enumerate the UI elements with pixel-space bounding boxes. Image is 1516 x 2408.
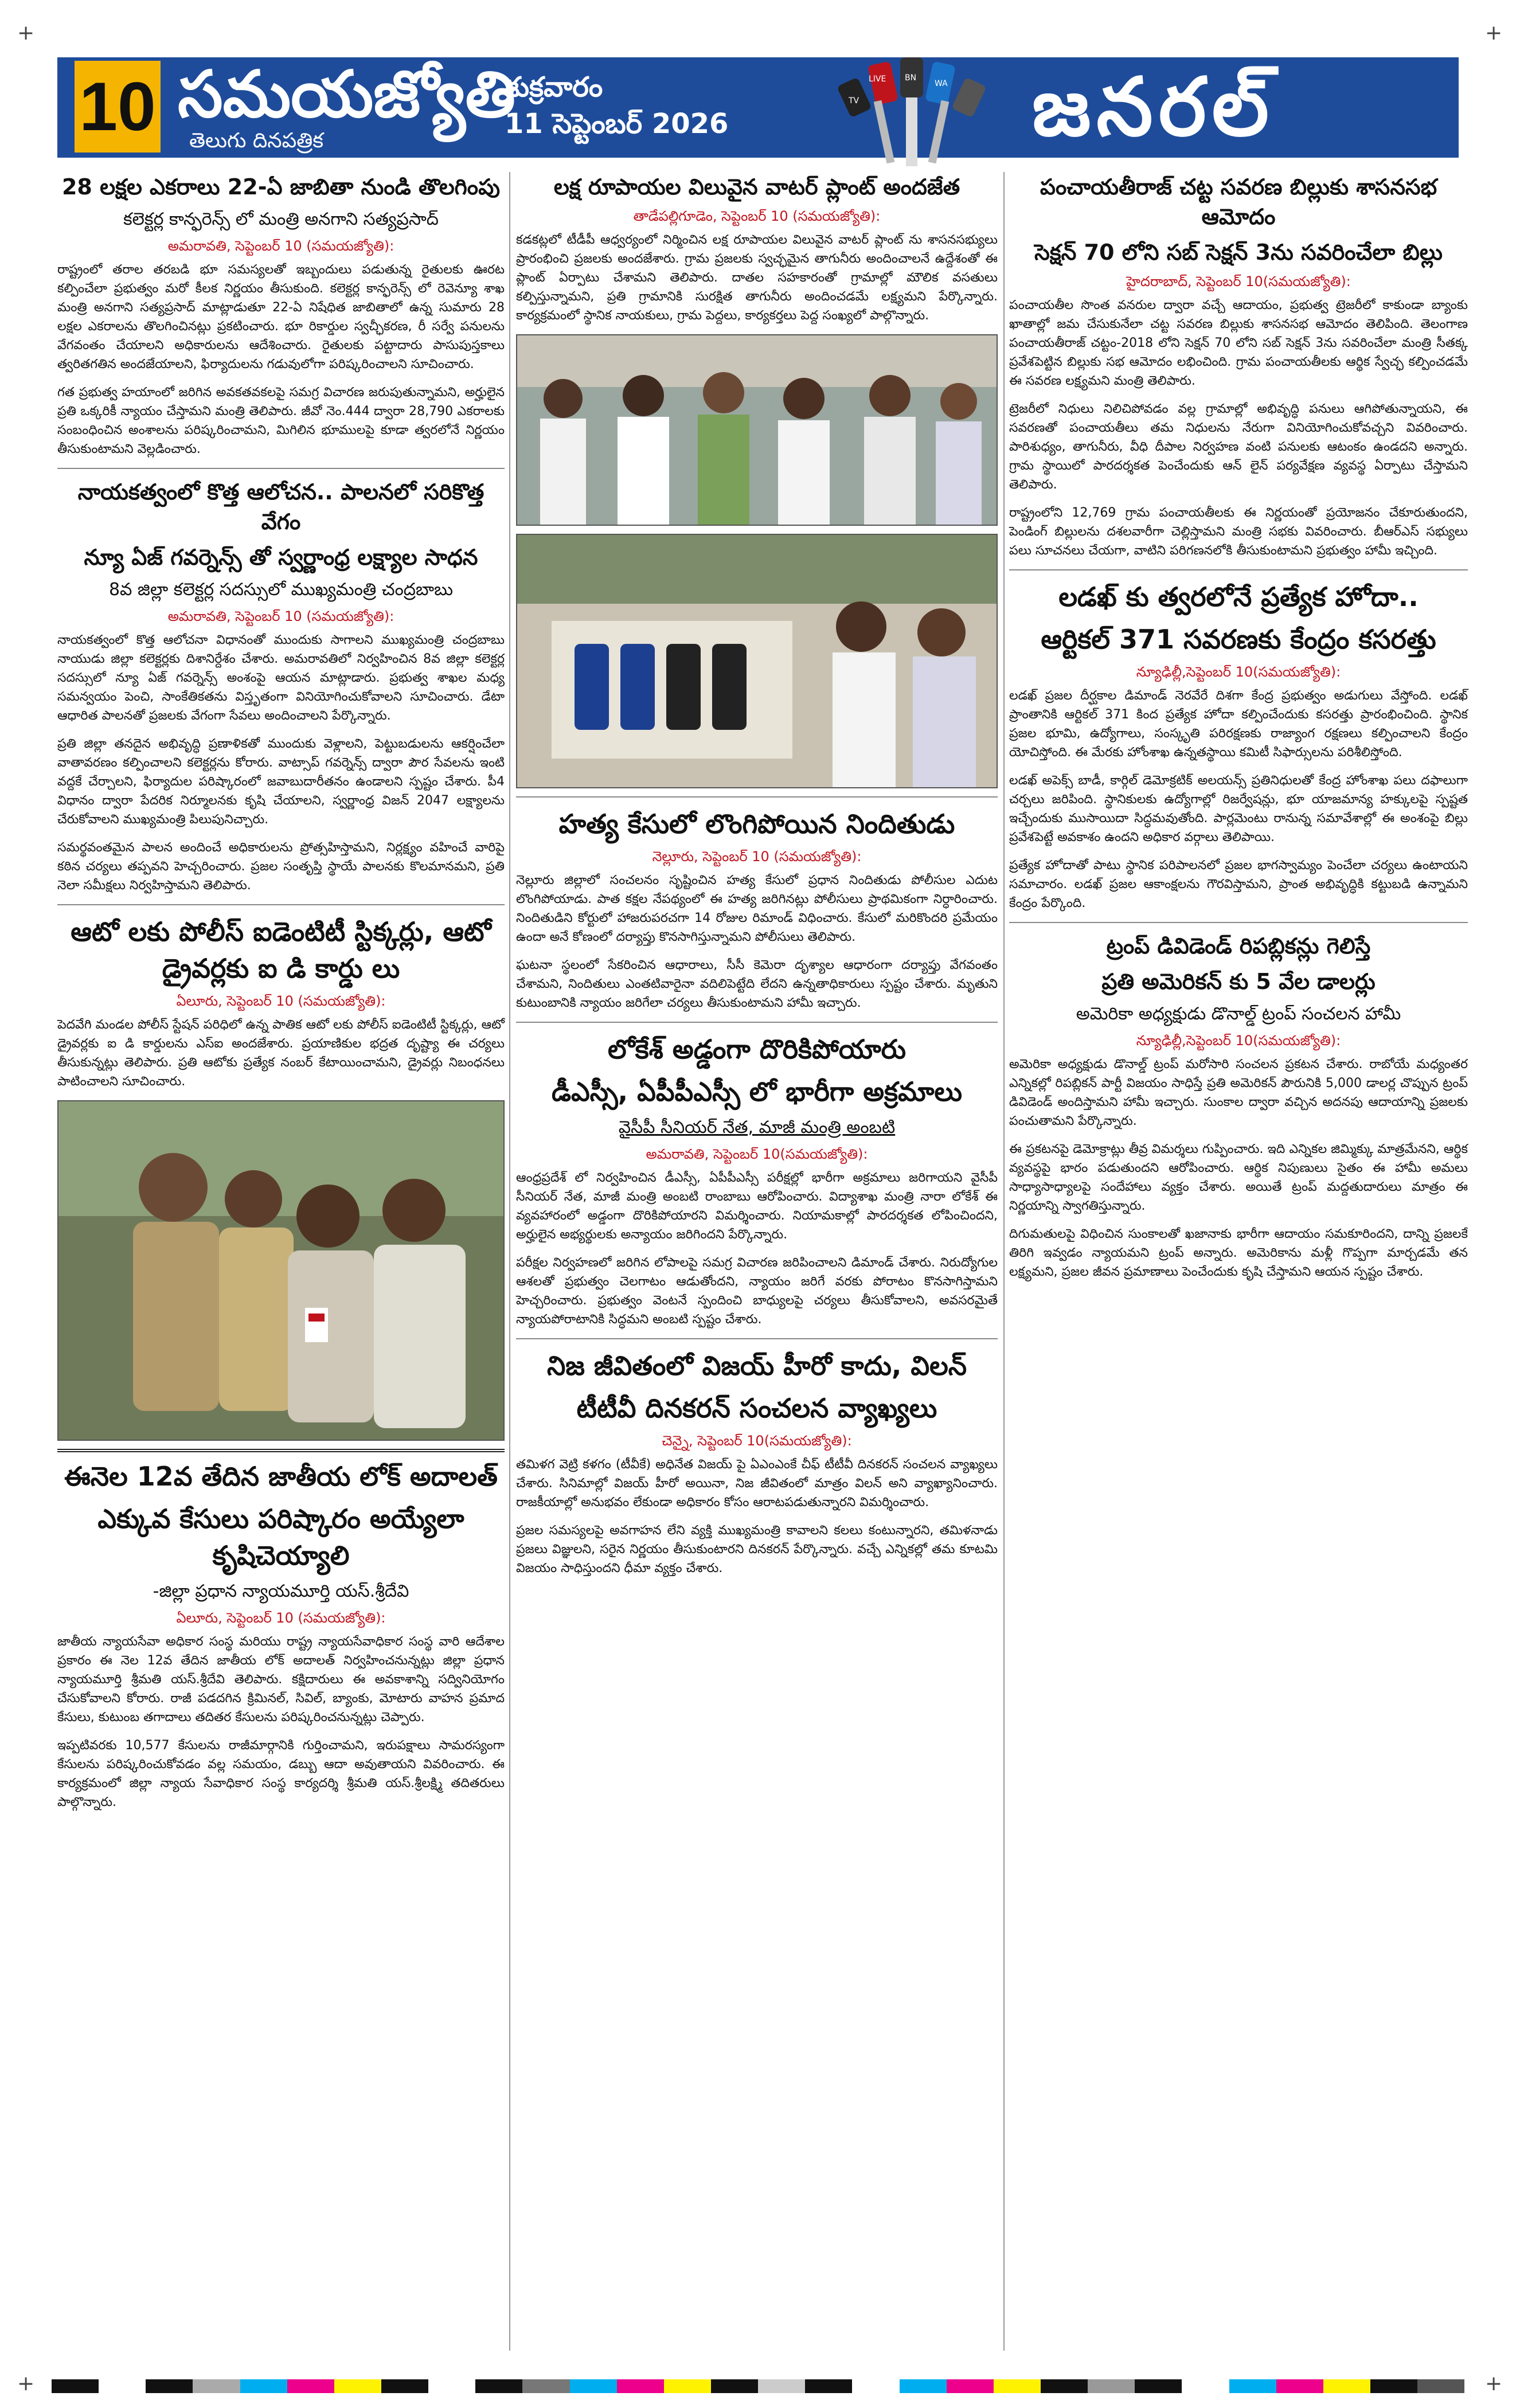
byline: -జిల్లా ప్రధాన న్యాయమూర్తి యస్.శ్రీదేవి [153,1581,409,1601]
photo-illustration [58,1101,503,1440]
column-left [57,172,505,1821]
dateline: నెల్లూరు, సెప్టెంబర్ 10 (సమయజ్యోతి): [652,849,862,865]
dateline: తాడేపల్లిగూడెం, సెప్టెంబర్ 10 (సమయజ్యోతి): [633,208,881,224]
dateline: అమరావతి, సెప్టెంబర్ 10(సమయజ్యోతి): [646,1146,868,1162]
divider [57,468,505,469]
mic-tag: WA [935,79,948,88]
article-paragraph: గత ప్రభుత్వ హయాంలో జరిగిన అవకతవకలపై సమగ్ర విచారణ జరుపుతున్నామని, అర్హులైన ప్రతి ఒక్కరికీ న్యాయం చేస్తామని మంత్రి తెలిపారు. జీవో నెం.444 ద్వారా 28,790 ఎకరాలకు సంబంధించిన అంశాలను పరిష్కరించామని, మిగిలిన భూములపై కూడా త్వరలోనే నిర్ణయం తీసుకుంటామని వెల్లడించారు. [57,385,505,456]
crop-mark-icon: + [1485,21,1503,45]
article-paragraph: నెల్లూరు జిల్లాలో సంచలనం సృష్టించిన హత్య కేసులో ప్రధాన నిందితుడు పోలీసుల ఎదుట లొంగిపోయాడు. పాత కక్షల నేపథ్యంలో ఈ హత్య జరిగినట్లు పోలీసులు ప్రాథమికంగా నిర్ధారించారు. నిందితుడిని కోర్టులో హాజరుపరచగా 14 రోజుల రిమాండ్ విధించారు. కేసులో మరికొందరి ప్రమేయం ఉందా అనే కోణంలో దర్యాప్తు కొనసాగిస్తున్నామని పోలీసులు తెలిపారు. [516,873,998,944]
headline-secondary: టీటీవీ దినకరన్ సంచలన వ్యాఖ్యలు [576,1393,937,1424]
headline-secondary: న్యూ ఏజ్ గవర్నెన్స్ తో స్వర్ణాంధ్ర లక్ష్యాల సాధన [84,545,478,570]
article-land-records [57,172,505,459]
date-block [505,69,728,142]
article-dsc-irregularities [516,1031,998,1329]
headline: పంచాయతీరాజ్ చట్ట సవరణ బిల్లుకు శాసనసభ ఆమోదం [1040,174,1437,229]
issue-day: శుక్రవారం [505,71,603,103]
article-paragraph: పంచాయతీల సొంత వనరుల ద్వారా వచ్చే ఆదాయం, ప్రభుత్వ ట్రెజరీలో కాకుండా బ్యాంకు ఖాతాల్లో జమ చేసుకునేలా చట్ట సవరణ బిల్లుకు శాసనసభ ఆమోదం తెలిపింది. తెలంగాణ పంచాయతీరాజ్ చట్టం-2018 లోని సెక్షన్ 70 లోని సబ్ సెక్షన్ 3ను సవరించేలా మంత్రి సీతక్క ప్రవేశపెట్టిన బిల్లుకు సభ ఆమోదం లభించింది. గ్రామ పంచాయతీలకు ఆర్థిక స్వేచ్ఛ కల్పించడమే ఈ సవరణ లక్ష్యమని మంత్రి తెలిపారు. [1009,298,1468,388]
column-right [1009,172,1468,1291]
article-paragraph: ఇప్పటివరకు 10,577 కేసులను రాజీమార్గానికి గుర్తించామని, ఇరుపక్షాలు సామరస్యంగా కేసులను పరిష్కరించుకోవడం వల్ల సమయం, డబ్బు ఆదా అవుతాయని వివరించారు. ఈ కార్యక్రమంలో జిల్లా న్యాయ సేవాధికార సంస్థ కార్యదర్శి శ్రీమతి యస్.శ్రీలక్ష్మి తదితరులు పాల్గొన్నారు. [57,1738,505,1809]
photo-water-plant-machine [516,534,998,788]
photo-illustration [517,535,997,787]
article-paragraph: ట్రెజరీలో నిధులు నిలిచిపోవడం వల్ల గ్రామాల్లో అభివృద్ధి పనులు ఆగిపోతున్నాయని, ఈ సవరణతో పంచాయతీలు తమ నిధులను నేరుగా వినియోగించుకోవచ్చని వివరించారు. పారిశుధ్యం, తాగునీరు, వీధి దీపాల నిర్వహణ వంటి పనులకు ఆటంకం ఉండదని అన్నారు. గ్రామ స్థాయిలో పారదర్శకత పెంచేందుకు ఆన్ లైన్ పర్యవేక్షణ వ్యవస్థ ఏర్పాటు చేస్తామని తెలిపారు. [1009,402,1468,492]
article-paragraph: లడఖ్ ప్రజల దీర్ఘకాల డిమాండ్ నెరవేరే దిశగా కేంద్ర ప్రభుత్వం అడుగులు వేస్తోంది. లడఖ్ ప్రాంతానికి ఆర్టికల్ 371 కింద ప్రత్యేక హోదా కల్పించేందుకు కసరత్తు ప్రారంభించింది. స్థానిక ప్రజల భూమి, ఉద్యోగాలు, సంస్కృతి పరిరక్షణకు రాజ్యాంగ రక్షణలు కల్పించాలని కేంద్రం యోచిస్తోంది. ఈ మేరకు హోంశాఖ ఉన్నతస్థాయి కమిటీ సిఫార్సులను పరిశీలిస్తోంది. [1009,689,1468,760]
headline: ఈనెల 12వ తేదిన జాతీయ లోక్ అదాలత్ [64,1461,498,1492]
article-murder-case [516,806,998,1013]
dateline: ఏలూరు, సెప్టెంబర్ 10 (సమయజ్యోతి): [176,1610,386,1626]
article-paragraph: జాతీయ న్యాయసేవా అధికార సంస్థ మరియు రాష్ట్ర న్యాయసేవాధికార సంస్థ వారి ఆదేశాల ప్రకారం ఈ నెల 12వ తేదిన జాతీయ లోక్ అదాలత్ నిర్వహించనున్నట్లు జిల్లా ప్రధాన న్యాయమూర్తి శ్రీమతి యస్.శ్రీదేవి తెలిపారు. కక్షిదారులు ఈ అవకాశాన్ని సద్వినియోగం చేసుకోవాలని కోరారు. రాజీ పడదగిన క్రిమినల్, సివిల్, బ్యాంకు, మోటారు వాహన ప్రమాద కేసులు, కుటుంబ తగాదాలు తదితర కేసులను పరిష్కరించనున్నట్లు చెప్పారు. [57,1635,505,1725]
subheadline: అమెరికా అధ్యక్షుడు డొనాల్డ్ ట్రంప్ సంచలన హామీ [1076,1004,1401,1024]
headline: 28 లక్షల ఎకరాలు 22-ఏ జాబితా నుండి తొలగింపు [61,174,501,200]
article-paragraph: ప్రతి జిల్లా తనదైన అభివృద్ధి ప్రణాళికతో ముందుకు వెళ్లాలని, పెట్టుబడులను ఆకర్షించేలా వాతావరణం కల్పించాలని కలెక్టర్లను కోరారు. వాట్సాప్ గవర్నెన్స్ ద్వారా పౌర సేవలను ఇంటి వద్దకే చేర్చాలని, ఫిర్యాదుల పరిష్కారంలో జవాబుదారీతనం ఉండాలని స్పష్టం చేశారు. పీ4 విధానం ద్వారా పేదరిక నిర్మూలనకు కృషి చేయాలని, స్వర్ణాంధ్ర విజన్ 2047 లక్ష్యాలను చేరుకోవాలని ముఖ్యమంత్రి పిలుపునిచ్చారు. [57,737,505,827]
article-paragraph: సమర్థవంతమైన పాలన అందించే అధికారులను ప్రోత్సహిస్తామని, నిర్లక్ష్యం వహించే వారిపై కఠిన చర్యలు తప్పవని హెచ్చరించారు. ప్రజల సంతృప్తి స్థాయే పాలనకు కొలమానమని, ప్రతి నెలా సమీక్షలు నిర్వహిస్తామని తెలిపారు. [57,841,505,893]
divider [57,904,505,905]
masthead [57,57,1459,158]
crop-mark-icon: + [17,21,35,45]
headline-secondary: సెక్షన్ 70 లోని సబ్ సెక్షన్ 3ను సవరించేలా బిల్లు [1034,240,1443,265]
article-paragraph: లడఖ్ అపెక్స్ బాడీ, కార్గిల్ డెమోక్రటిక్ అలయన్స్ ప్రతినిధులతో కేంద్ర హోంశాఖ పలు దఫాలుగా చర్చలు జరిపింది. స్థానికులకు ఉద్యోగాల్లో రిజర్వేషన్లు, భూ యాజమాన్య హక్కులపై స్పష్టత ఇచ్చేందుకు ముసాయిదా సిద్ధమవుతోంది. పార్లమెంటు రానున్న సమావేశాల్లో ఈ అంశంపై బిల్లు ప్రవేశపెట్టే అవకాశం ఉందని అధికార వర్గాలు తెలిపాయి. [1009,773,1468,845]
article-new-age-governance [57,477,505,895]
article-paragraph: ఆంధ్రప్రదేశ్ లో నిర్వహించిన డీఎస్సీ, ఏపీపీఎస్సీ పరీక్షల్లో భారీగా అక్రమాలు జరిగాయని వైసీపీ సీనియర్ నేత, మాజీ మంత్రి అంబటి రాంబాబు ఆరోపించారు. విద్యాశాఖ మంత్రి నారా లోకేశ్ ఈ వ్యవహారంలో అడ్డంగా దొరికిపోయారని విమర్శించారు. నియామకాల్లో పారదర్శకత లోపించిందని, అర్హులైన అభ్యర్థులకు అన్యాయం జరిగిందని పేర్కొన్నారు. [516,1171,998,1242]
color-calibration-bar [52,2379,1464,2393]
registration-marks-top [0,0,1516,45]
mic-tag: BN [905,73,917,83]
crop-mark-icon: + [1485,2372,1503,2395]
photo-water-plant-inauguration [516,334,998,526]
article-paragraph: ఘటనా స్థలంలో సేకరించిన ఆధారాలు, సీసీ కెమెరా దృశ్యాల ఆధారంగా దర్యాప్తు వేగవంతం చేశామని, నిందితులు ఎంతటివారైనా వదిలిపెట్టేది లేదని ఉన్నతాధికారులు స్పష్టం చేశారు. మృతుని కుటుంబానికి న్యాయం జరిగేలా చర్యలు తీసుకుంటామని హామీ ఇచ్చారు. [516,958,998,1010]
column-divider [1003,172,1005,2351]
headline: ఆటో లకు పోలీస్ ఐడెంటిటీ స్టిక్కర్లు, ఆటో డ్రైవర్లకు ఐ డి కార్డు లు [71,916,491,984]
divider [1009,569,1468,570]
divider [516,1338,998,1339]
newspaper-subtitle: తెలుగు దినపత్రిక [189,129,324,153]
article-paragraph: అమెరికా అధ్యక్షుడు డొనాల్డ్ ట్రంప్ మరోసారి సంచలన ప్రకటన చేశారు. రాబోయే మధ్యంతర ఎన్నికల్లో రిపబ్లికన్ పార్టీ విజయం సాధిస్తే ప్రతి అమెరికన్ పౌరునికి 5,000 డాలర్ల చొప్పున ట్రంప్ డివిడెండ్ అందిస్తామని హామీ ఇచ్చారు. సుంకాల ద్వారా వచ్చిన అదనపు ఆదాయాన్ని ప్రజలకు పంచుతామని పేర్కొన్నారు. [1009,1057,1468,1128]
headline: నాయకత్వంలో కొత్త ఆలోచన.. పాలనలో సరికొత్త వేగం [77,479,485,534]
article-paragraph: నాయకత్వంలో కొత్త ఆలోచనా విధానంతో ముందుకు సాగాలని ముఖ్యమంత్రి చంద్రబాబు నాయుడు జిల్లా కలెక్టర్లకు దిశానిర్దేశం చేశారు. అమరావతిలో నిర్వహించిన 8వ జిల్లా కలెక్టర్ల సదస్సులో న్యూ ఏజ్ గవర్నెన్స్ అంశంపై ఆయన మాట్లాడారు. ప్రభుత్వ శాఖల మధ్య సమన్వయం పెంచి, సాంకేతికతను విస్తృతంగా వినియోగించుకోవాలని సూచించారు. డేటా ఆధారిత పాలనతో ప్రజలకు వేగంగా సేవలు అందించాలని పేర్కొన్నారు. [57,633,505,723]
article-paragraph: రాష్ట్రంలో తరాల తరబడి భూ సమస్యలతో ఇబ్బందులు పడుతున్న రైతులకు ఊరట కల్పించేలా ప్రభుత్వం మరో కీలక నిర్ణయం తీసుకుంది. కలెక్టర్ల కాన్ఫరెన్స్ లో రెవెన్యూ శాఖ మంత్రి అనగాని సత్యప్రసాద్ మాట్లాడుతూ 22-ఏ నిషేధిత జాబితాలో ఉన్న సుమారు 28 లక్షల ఎకరాలను తొలగించినట్లు ప్రకటించారు. భూ రికార్డుల స్వచ్ఛీకరణ, రీ సర్వే పనులను వేగవంతం చేయాలని అధికారులను ఆదేశించారు. రైతులకు పట్టాదారు పాసుపుస్తకాలు త్వరితగతిన అందజేయాలని, ఫిర్యాదులను గడువులోగా పరిష్కరించాలని సూచించారు. [57,263,505,372]
article-ladakh-special-status [1009,578,1468,913]
article-paragraph: ప్రత్యేక హోదాతో పాటు స్థానిక పరిపాలనలో ప్రజల భాగస్వామ్యం పెంచేలా చర్యలు ఉంటాయని సమాచారం. లడఖ్ ప్రజల ఆకాంక్షలను గౌరవిస్తామని, ప్రాంత అభివృద్ధికి కట్టుబడి ఉన్నామని కేంద్రం పేర్కొంది. [1009,858,1468,910]
article-trump-dividend [1009,931,1468,1281]
headline-secondary: ప్రతి అమెరికన్ కు 5 వేల డాలర్లు [1101,969,1376,994]
dateline: ఏలూరు, సెప్టెంబర్ 10 (సమయజ్యోతి): [176,993,386,1009]
article-paragraph: పెదవేగి మండల పోలీస్ స్టేషన్ పరిధిలో ఉన్న పాతిక ఆటో లకు పోలీస్ ఐడెంటిటీ స్టిక్కర్లు, ఆటో డ్రైవర్లకు ఐ డి కార్డులను ఎస్ఐ అందజేశారు. ప్రయాణికుల భద్రత దృష్ట్యా ఈ చర్యలు తీసుకున్నట్లు తెలిపారు. ప్రతి ఆటోకు ప్రత్యేక నంబర్ కేటాయించామని, డ్రైవర్లు నిబంధనలు పాటించాలని సూచించారు. [57,1018,505,1089]
divider [1009,922,1468,923]
subheadline: వైసీపీ సీనియర్ నేత, మాజీ మంత్రి అంబటి [618,1117,896,1137]
subheadline: కలెక్టర్ల కాన్ఫరెన్స్ లో మంత్రి అనగాని సత్యప్రసాద్ [123,209,439,229]
divider [516,796,998,798]
article-paragraph: రాష్ట్రంలోని 12,769 గ్రామ పంచాయతీలకు ఈ నిర్ణయంతో ప్రయోజనం చేకూరుతుందని, పెండింగ్ బిల్లులను దశలవారీగా చెల్లిస్తామని మంత్రి సభకు వివరించారు. బీఆర్ఎస్ సభ్యులు పలు సూచనలు చేయగా, వాటిని పరిగణనలోకి తీసుకుంటామని ప్రభుత్వం హామీ ఇచ్చింది. [1009,506,1468,558]
article-paragraph: ఈ ప్రకటనపై డెమోక్రాట్లు తీవ్ర విమర్శలు గుప్పించారు. ఇది ఎన్నికల జిమ్మిక్కు మాత్రమేనని, ఆర్థిక వ్యవస్థపై భారం పడుతుందని ఆరోపించారు. ఆర్థిక నిపుణులు సైతం ఈ హామీ అమలు సాధ్యాసాధ్యాలపై సందేహాలు వ్యక్తం చేశారు. అయితే ట్రంప్ మద్దతుదారులు మాత్రం ఈ నిర్ణయాన్ని స్వాగతిస్తున్నారు. [1009,1142,1468,1213]
section-title: జనరల్ [1032,61,1275,154]
crop-mark-icon: + [17,2372,35,2395]
article-paragraph: ప్రజల సమస్యలపై అవగాహన లేని వ్యక్తి ముఖ్యమంత్రి కావాలని కలలు కంటున్నారని, తమిళనాడు ప్రజలు విజ్ఞులని, సరైన నిర్ణయం తీసుకుంటారని దినకరన్ పేర్కొన్నారు. వచ్చే ఎన్నికల్లో తమ కూటమి విజయం సాధిస్తుందని ధీమా వ్యక్తం చేశారు. [516,1523,998,1576]
dateline: హైదరాబాద్, సెప్టెంబర్ 10(సమయజ్యోతి): [1126,273,1351,290]
mic-tag: LIVE [869,75,886,84]
divider [516,1022,998,1023]
newspaper-title: సమయజ్యోతి [178,57,516,132]
headline: నిజ జీవితంలో విజయ్ హీరో కాదు, విలన్ [546,1350,967,1381]
subheadline: 8వ జిల్లా కలెక్టర్ల సదస్సులో ముఖ్యమంత్రి చంద్రబాబు [108,580,454,600]
photo-illustration [517,335,997,525]
microphones-icon [826,46,998,166]
headline-secondary: డీఎస్సీ, ఏపీపీఎస్సీ లో భారీగా అక్రమాలు [551,1076,963,1107]
article-paragraph: కడకట్లలో టీడీపీ ఆధ్వర్యంలో నిర్మించిన లక్ష రూపాయల విలువైన వాటర్ ప్లాంట్ ను శాసనసభ్యులు ప్రారంభించి ప్రజలకు అందజేశారు. గ్రామ ప్రజలకు స్వచ్ఛమైన తాగునీరు అందించాలనే ఉద్దేశంతో ఈ ప్లాంట్ ఏర్పాటు చేశామని తెలిపారు. దాతల సహకారంతో గ్రామాల్లో మౌలిక వసతులు కల్పిస్తున్నామని, ప్రతి గ్రామానికి సురక్షిత తాగునీరు అందించడమే లక్ష్యమని పేర్కొన్నారు. కార్యక్రమంలో స్థానిక నాయకులు, గ్రామ పెద్దలు, కార్యకర్తలు పెద్ద సంఖ్యలో పాల్గొన్నారు. [516,233,998,323]
headline-secondary: ఎక్కువ కేసులు పరిష్కారం అయ్యేలా కృషిచెయ్యాలి [97,1503,464,1571]
headline: లోకేశ్ అడ్డంగా దొరికిపోయారు [608,1034,906,1065]
dateline: అమరావతి, సెప్టెంబర్ 10 (సమయజ్యోతి): [167,238,394,254]
dateline: చెన్నై, సెప్టెంబర్ 10(సమయజ్యోతి): [662,1433,852,1449]
article-vijay-dinakaran [516,1347,998,1578]
headline: లక్ష రూపాయల విలువైన వాటర్ ప్లాంట్ అందజేత [553,174,960,200]
headline-secondary: ఆర్టికల్ 371 సవరణకు కేంద్రం కసరత్తు [1041,624,1436,655]
headline: ట్రంప్ డివిడెండ్ రిపబ్లికన్లు గెలిస్తే [1106,933,1371,959]
dateline: అమరావతి, సెప్టెంబర్ 10 (సమయజ్యోతి): [167,608,394,624]
dateline: న్యూఢిల్లీ,సెప్టెంబర్ 10(సమయజ్యోతి): [1136,1033,1341,1049]
column-divider [509,172,510,2351]
mic-tag: TV [849,96,859,105]
headline: హత్య కేసులో లొంగిపోయిన నిందితుడు [558,808,955,839]
article-auto-stickers [57,913,505,1441]
page-number: 10 [75,61,161,153]
article-paragraph: పరీక్షల నిర్వహణలో జరిగిన లోపాలపై సమగ్ర విచారణ జరిపించాలని డిమాండ్ చేశారు. నిరుద్యోగుల ఆశలతో ప్రభుత్వం చెలగాటం ఆడుతోందని, న్యాయం జరిగే వరకు పోరాటం కొనసాగిస్తామని హెచ్చరించారు. ప్రభుత్వం వెంటనే స్పందించి బాధ్యులపై చర్యలు తీసుకోవాలని, అవసరమైతే న్యాయపోరాటానికి సిద్ధమని అంబటి స్పష్టం చేశారు. [516,1256,998,1327]
headline: లడఖ్ కు త్వరలోనే ప్రత్యేక హోదా.. [1058,581,1419,612]
article-water-plant [516,172,998,788]
article-panchayat-raj-bill [1009,172,1468,560]
article-paragraph: తమిళగ వెట్రి కళగం (టీవీకే) అధినేత విజయ్ పై ఏఎంఎంకే చీఫ్ టీటీవీ దినకరన్ సంచలన వ్యాఖ్యలు చేశారు. సినిమాల్లో విజయ్ హీరో అయినా, నిజ జీవితంలో మాత్రం విలన్ అని వ్యాఖ్యానించారు. రాజకీయాల్లో అనుభవం లేకుండా అధికారం కోసం ఆరాటపడుతున్నారని విమర్శించారు. [516,1457,998,1510]
article-paragraph: దిగుమతులపై విధించిన సుంకాలతో ఖజానాకు భారీగా ఆదాయం సమకూరిందని, దాన్ని ప్రజలకే తిరిగి ఇవ్వడం న్యాయమని ట్రంప్ అన్నారు. అమెరికాను మళ్లీ గొప్పగా మార్చడమే తన లక్ష్యమని, ప్రజల జీవన ప్రమాణాలు పెంచేందుకు కృషి చేస్తామని ఆయన స్పష్టం చేశారు. [1009,1227,1468,1279]
article-lok-adalat [57,1449,505,1812]
photo-police-id-card [57,1100,505,1441]
dateline: న్యూఢిల్లీ,సెప్టెంబర్ 10(సమయజ్యోతి): [1136,664,1341,680]
column-middle [516,172,998,1587]
issue-date: 11 సెప్టెంబర్ 2026 [505,108,729,140]
